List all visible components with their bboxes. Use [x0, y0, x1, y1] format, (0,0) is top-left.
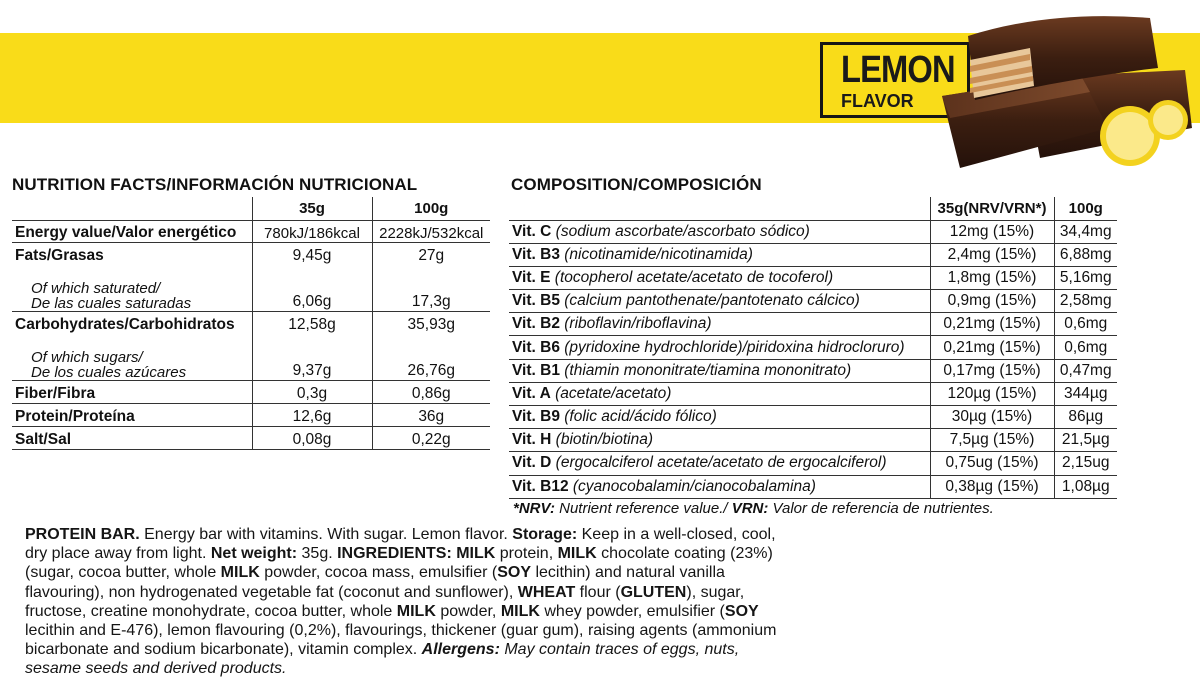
desc-allergen: WHEAT	[517, 583, 576, 601]
desc-net-weight-label: Net weight:	[210, 545, 298, 563]
sugars-35g: 9,37g	[252, 334, 372, 380]
carbs-100g: 35,93g	[372, 311, 490, 334]
vitamin-100g: 0,6mg	[1054, 336, 1117, 359]
vitamin-35g: 0,21mg (15%)	[930, 313, 1054, 336]
fats-35g: 9,45g	[252, 242, 372, 265]
composition-row	[509, 475, 1117, 498]
energy-100g: 2228kJ/532kcal	[372, 220, 490, 242]
nrv-footnote	[513, 500, 994, 517]
saturated-label-es: De las cuales saturadas	[31, 294, 192, 312]
vitamin-100g: 34,4mg	[1054, 220, 1117, 243]
vitamin-100g: 86µg	[1054, 406, 1117, 429]
saturated-35g: 6,06g	[252, 265, 372, 311]
fiber-label: Fiber/Fibra	[12, 380, 252, 403]
desc-text: protein,	[495, 545, 558, 563]
composition-table	[509, 197, 1117, 499]
vitamin-label	[509, 475, 930, 498]
vitamin-description: (folic acid/ácido fólico)	[564, 408, 717, 426]
desc-text: chocolate coating (23%) (sugar, cocoa butter, whole	[25, 545, 773, 582]
desc-text: ), sugar, fructose, creatine monohydrate, cocoa butter, whole	[25, 583, 745, 620]
vitamin-description: (calcium pantothenate/pantotenato cálcico)	[564, 292, 860, 310]
flavor-subtitle: FLAVOR	[841, 91, 914, 111]
nutrition-row-saturated	[12, 265, 490, 311]
desc-allergens-label: Allergens:	[421, 641, 500, 659]
fats-label: Fats/Grasas	[15, 247, 104, 264]
desc-text: powder, cocoa mass, emulsifier (	[259, 564, 498, 582]
desc-text: whey powder, emulsifier (	[539, 602, 725, 620]
desc-allergen: GLUTEN	[620, 583, 687, 601]
vitamin-35g: 0,17mg (15%)	[930, 359, 1054, 382]
vitamin-label	[509, 359, 930, 382]
nutrition-row-carbs	[12, 311, 490, 334]
vitamin-label	[509, 220, 930, 243]
carbs-35g: 12,58g	[252, 311, 372, 334]
vitamin-label	[509, 452, 930, 475]
nutrition-row-sugars	[12, 334, 490, 380]
vitamin-35g: 30µg (15%)	[930, 406, 1054, 429]
composition-col-100g: 100g	[1054, 197, 1117, 220]
fats-100g: 27g	[372, 242, 490, 265]
desc-allergen: MILK	[396, 602, 436, 620]
footnote-vrn-label: VRN:	[731, 500, 769, 517]
vitamin-name: Vit. B6	[512, 338, 560, 356]
vitamin-description: (sodium ascorbate/ascorbato sódico)	[555, 222, 810, 240]
vitamin-35g: 0,21mg (15%)	[930, 336, 1054, 359]
desc-text: lecithin and E-476), lemon flavouring (0,2%), flavourings, thickener (guar gum), raising agents (ammonium bicarbonate and sodium bicarbonate), vitamin complex.	[25, 622, 777, 659]
nutrition-header-blank	[12, 197, 252, 220]
fiber-100g: 0,86g	[372, 380, 490, 403]
composition-row	[509, 336, 1117, 359]
vitamin-label	[509, 290, 930, 313]
energy-label: Energy value/Valor energético	[12, 220, 252, 242]
energy-35g: 780kJ/186kcal	[252, 220, 372, 242]
vitamin-name: Vit. A	[512, 384, 551, 402]
protein-100g: 36g	[372, 403, 490, 426]
nutrition-row-fiber	[12, 380, 490, 403]
desc-allergen: MILK	[557, 545, 597, 563]
vitamin-description: (acetate/acetato)	[555, 384, 672, 402]
vitamin-35g: 120µg (15%)	[930, 382, 1054, 405]
desc-allergens-text: May contain traces of eggs, nuts, sesame seeds and derived products.	[25, 641, 740, 678]
vitamin-name: Vit. B5	[512, 292, 560, 310]
vitamin-35g: 0,75ug (15%)	[930, 452, 1054, 475]
protein-35g: 12,6g	[252, 403, 372, 426]
composition-col-35g: 35g(NRV/VRN*)	[930, 197, 1054, 220]
composition-title: COMPOSITION/COMPOSICIÓN	[511, 175, 762, 194]
nutrition-row-fats	[12, 242, 490, 265]
desc-allergen: MILK	[220, 564, 260, 582]
vitamin-label	[509, 336, 930, 359]
carbs-label: Carbohydrates/Carbohidratos	[15, 316, 235, 333]
desc-text: flour (	[575, 583, 621, 601]
vitamin-35g: 7,5µg (15%)	[930, 429, 1054, 452]
salt-100g: 0,22g	[372, 426, 490, 449]
desc-allergen: SOY	[497, 564, 531, 582]
desc-allergen: MILK	[500, 602, 540, 620]
composition-row	[509, 429, 1117, 452]
desc-text: Keep in a well-closed, cool, dry place away from light.	[25, 526, 776, 563]
protein-bar-image	[930, 8, 1192, 168]
nutrition-header-row	[12, 197, 490, 220]
vitamin-100g: 5,16mg	[1054, 266, 1117, 289]
protein-label: Protein/Proteína	[12, 403, 252, 426]
vitamin-label	[509, 429, 930, 452]
vitamin-100g: 1,08µg	[1054, 475, 1117, 498]
sugars-label-en: Of which sugars/	[31, 348, 143, 366]
vitamin-100g: 0,6mg	[1054, 313, 1117, 336]
vitamin-35g: 1,8mg (15%)	[930, 266, 1054, 289]
footnote-nrv-label: *NRV:	[513, 500, 555, 517]
composition-row	[509, 452, 1117, 475]
saturated-100g: 17,3g	[372, 265, 490, 311]
vitamin-100g: 21,5µg	[1054, 429, 1117, 452]
footnote-nrv-text: Nutrient reference value./	[554, 500, 732, 517]
vitamin-name: Vit. D	[512, 454, 552, 472]
desc-allergen: SOY	[724, 602, 759, 620]
vitamin-description: (ergocalciferol acetate/acetato de ergocalciferol)	[555, 454, 887, 472]
vitamin-name: Vit. B2	[512, 315, 560, 333]
vitamin-label	[509, 313, 930, 336]
desc-text: Energy bar with vitamins. With sugar. Lemon flavor.	[139, 526, 513, 543]
desc-text: 35g.	[297, 545, 338, 563]
composition-header-row	[509, 197, 1117, 220]
vitamin-name: Vit. B1	[512, 361, 560, 379]
vitamin-100g: 0,47mg	[1054, 359, 1117, 382]
vitamin-label	[509, 266, 930, 289]
vitamin-100g: 344µg	[1054, 382, 1117, 405]
vitamin-description: (tocopherol acetate/acetato de tocoferol)	[554, 268, 834, 286]
vitamin-100g: 2,58mg	[1054, 290, 1117, 313]
nutrition-row-energy	[12, 220, 490, 242]
vitamin-name: Vit. E	[512, 268, 551, 286]
nutrition-col-100g: 100g	[372, 197, 490, 220]
salt-label: Salt/Sal	[12, 426, 252, 449]
nutrition-row-salt	[12, 426, 490, 449]
composition-header-blank	[509, 197, 930, 220]
desc-storage-label: Storage:	[512, 526, 578, 543]
desc-text: powder,	[435, 602, 501, 620]
composition-row	[509, 406, 1117, 429]
composition-row	[509, 290, 1117, 313]
product-description	[25, 525, 793, 679]
composition-row	[509, 313, 1117, 336]
desc-product-name: PROTEIN BAR.	[25, 526, 140, 543]
vitamin-description: (pyridoxine hydrochloride)/piridoxina hidrocloruro)	[564, 338, 905, 356]
vitamin-35g: 12mg (15%)	[930, 220, 1054, 243]
nutrition-title: NUTRITION FACTS/INFORMACIÓN NUTRICIONAL	[12, 175, 418, 194]
composition-row	[509, 382, 1117, 405]
vitamin-description: (biotin/biotina)	[555, 431, 654, 449]
composition-row	[509, 266, 1117, 289]
flavor-name: LEMON	[841, 49, 955, 91]
nutrition-row-protein	[12, 403, 490, 426]
vitamin-description: (thiamin mononitrate/tiamina mononitrato)	[564, 361, 852, 379]
fiber-35g: 0,3g	[252, 380, 372, 403]
sugars-label	[12, 334, 252, 380]
footnote-vrn-text: Valor de referencia de nutrientes.	[768, 500, 994, 517]
vitamin-100g: 2,15ug	[1054, 452, 1117, 475]
desc-text: lecithin) and natural vanilla flavouring), non hydrogenated vegetable fat (coconut and sunflower),	[25, 564, 725, 601]
composition-row	[509, 359, 1117, 382]
vitamin-description: (cyanocobalamin/cianocobalamina)	[572, 477, 816, 495]
saturated-label-en: Of which saturated/	[31, 279, 161, 297]
vitamin-label	[509, 382, 930, 405]
vitamin-description: (riboflavin/riboflavina)	[564, 315, 712, 333]
vitamin-name: Vit. B9	[512, 408, 560, 426]
composition-row	[509, 243, 1117, 266]
vitamin-name: Vit. B12	[512, 477, 569, 495]
vitamin-35g: 2,4mg (15%)	[930, 243, 1054, 266]
vitamin-35g: 0,38µg (15%)	[930, 475, 1054, 498]
sugars-label-es: De los cuales azúcares	[31, 363, 187, 381]
vitamin-label	[509, 243, 930, 266]
salt-35g: 0,08g	[252, 426, 372, 449]
composition-row	[509, 220, 1117, 243]
nutrition-table	[12, 197, 490, 450]
vitamin-name: Vit. B3	[512, 245, 560, 263]
vitamin-name: Vit. H	[512, 431, 552, 449]
vitamin-description: (nicotinamide/nicotinamida)	[564, 245, 753, 263]
vitamin-35g: 0,9mg (15%)	[930, 290, 1054, 313]
vitamin-name: Vit. C	[512, 222, 552, 240]
sugars-100g: 26,76g	[372, 334, 490, 380]
desc-ingredients-label: INGREDIENTS: MILK	[337, 545, 496, 563]
vitamin-label	[509, 406, 930, 429]
nutrition-col-35g: 35g	[252, 197, 372, 220]
saturated-label	[12, 265, 252, 311]
vitamin-100g: 6,88mg	[1054, 243, 1117, 266]
